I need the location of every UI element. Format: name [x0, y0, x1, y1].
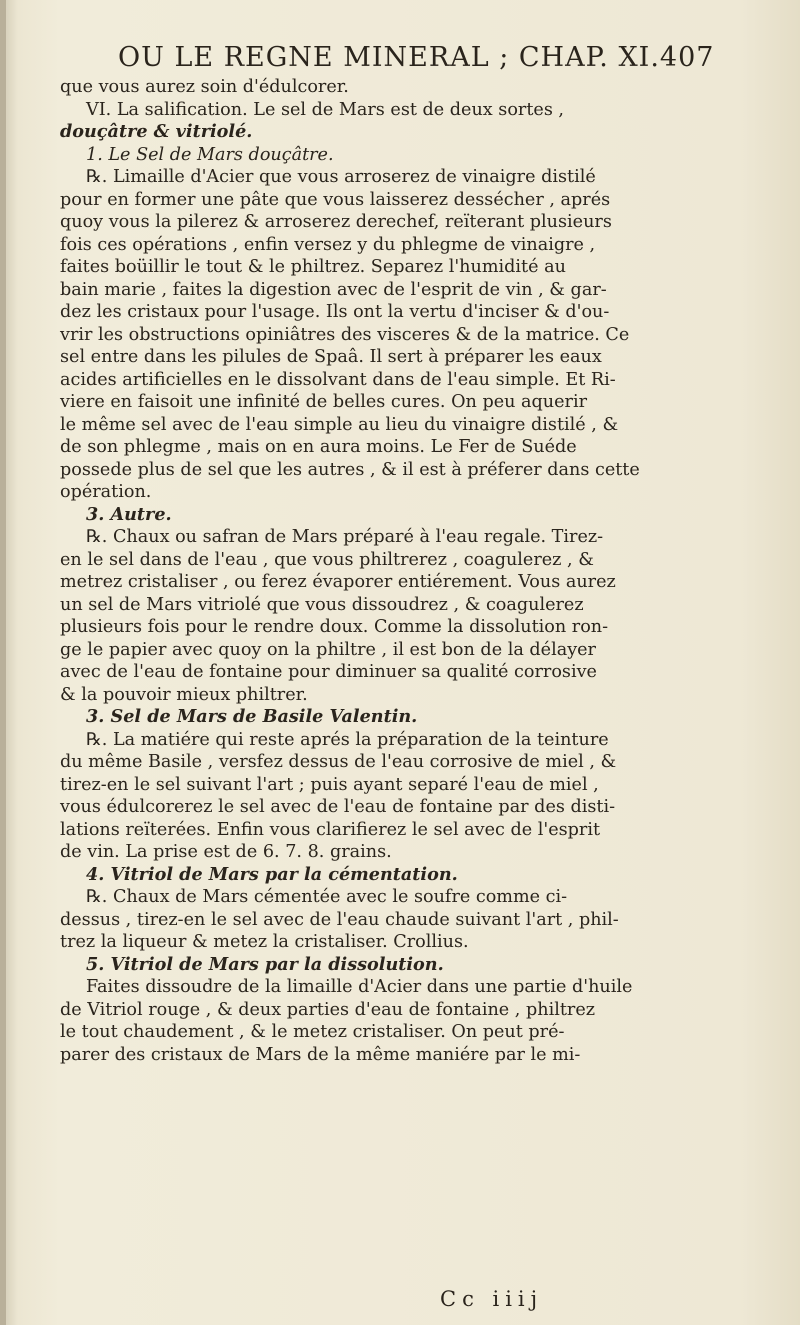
text-line: en le sel dans de l'eau , que vous philtrerez , coagulerez , &	[60, 549, 594, 570]
text-line: ℞. Chaux de Mars cémentée avec le soufre comme ci-	[86, 887, 568, 907]
text-line: VI. La salification. Le sel de Mars est de deux sortes ,	[86, 99, 565, 120]
catchword-signature: Cc iiij	[440, 1287, 544, 1311]
text-line: le tout chaudement , & le metez cristaliser. On peut pré-	[60, 1022, 565, 1042]
text-line: possede plus de sel que les autres , & il est à préferer dans cette	[60, 459, 640, 480]
text-line: lations reïterées. Enfin vous clarifierez le sel avec de l'esprit	[60, 819, 601, 840]
text-line: dez les cristaux pour l'usage. Ils ont la vertu d'inciser & d'ou-	[60, 302, 610, 322]
section-heading: 5. Vitriol de Mars par la dissolution.	[86, 953, 444, 975]
text-line: parer des cristaux de Mars de la même maniére par le mi-	[60, 1044, 581, 1065]
text-line: un sel de Mars vitriolé que vous dissoudrez , & coagulerez	[60, 594, 584, 615]
text-line: de Vitriol rouge , & deux parties d'eau de fontaine , philtrez	[60, 999, 596, 1020]
text-line: metrez cristaliser , ou ferez évaporer entiérement. Vous aurez	[60, 572, 616, 592]
section-heading: 3. Autre.	[86, 503, 172, 525]
text-line: viere en faisoit une infinité de belles cures. On peu aquerir	[60, 392, 587, 412]
text-line: Faites dissoudre de la limaille d'Acier dans une partie d'huile	[86, 977, 633, 997]
body-text	[60, 76, 684, 1066]
text-line: de vin. La prise est de 6. 7. 8. grains.	[60, 842, 392, 862]
section-heading: 4. Vitriol de Mars par la cémentation.	[86, 863, 458, 885]
section-heading: 3. Sel de Mars de Basile Valentin.	[86, 706, 418, 727]
text-line: opération.	[60, 482, 152, 502]
text-line: dessus , tirez-en le sel avec de l'eau chaude suivant l'art , phil-	[60, 909, 619, 930]
text-line: ℞. Chaux ou safran de Mars préparé à l'eau regale. Tirez-	[86, 527, 604, 547]
text-line: vous édulcorerez le sel avec de l'eau de fontaine par des disti-	[60, 797, 616, 817]
page-gutter	[0, 0, 6, 1325]
text-line: bain marie , faites la digestion avec de l'esprit de vin , & gar-	[60, 279, 607, 300]
text-line: acides artificielles en le dissolvant dans de l'eau simple. Et Ri-	[60, 369, 616, 390]
text-line: sel entre dans les pilules de Spaâ. Il sert à préparer les eaux	[60, 347, 602, 367]
text-line: trez la liqueur & metez la cristaliser. Crollius.	[60, 932, 469, 952]
page-number: 407	[659, 42, 715, 73]
text-line: faites boüillir le tout & le philtrez. Separez l'humidité au	[60, 257, 566, 277]
text-line: avec de l'eau de fontaine pour diminuer sa qualité corrosive	[60, 662, 597, 682]
text-line: ℞. La matiére qui reste aprés la préparation de la teinture	[86, 729, 609, 750]
running-title: OU LE REGNE MINERAL ; CHAP. XI.	[118, 42, 660, 73]
text-line: du même Basile , versfez dessus de l'eau corrosive de miel , &	[60, 752, 617, 772]
text-line: de son phlegme , mais on en aura moins. Le Fer de Suéde	[60, 437, 577, 457]
text-line: plusieurs fois pour le rendre doux. Comme la dissolution ron-	[60, 617, 609, 637]
text-line: vrir les obstructions opiniâtres des visceres & de la matrice. Ce	[60, 324, 630, 345]
text-line: douçâtre & vitriolé.	[60, 121, 253, 142]
running-header	[118, 42, 715, 73]
text-line: que vous aurez soin d'édulcorer.	[60, 77, 349, 97]
text-line: pour en former une pâte que vous laisserez dessécher , aprés	[60, 189, 611, 210]
text-line: fois ces opérations , enfin versez y du phlegme de vinaigre ,	[60, 234, 596, 255]
text-line: le même sel avec de l'eau simple au lieu du vinaigre distilé , &	[60, 414, 619, 435]
text-line: tirez-en le sel suivant l'art ; puis ayant separé l'eau de miel ,	[60, 774, 599, 795]
text-line: ge le papier avec quoy on la philtre , il est bon de la délayer	[60, 639, 596, 660]
text-line: ℞. Limaille d'Acier que vous arroserez de vinaigre distilé	[86, 167, 596, 187]
text-line: quoy vous la pilerez & arroserez derechef, reïterant plusieurs	[60, 212, 612, 232]
text-line: & la pouvoir mieux philtrer.	[60, 684, 308, 705]
section-heading: 1. Le Sel de Mars douçâtre.	[86, 144, 334, 165]
